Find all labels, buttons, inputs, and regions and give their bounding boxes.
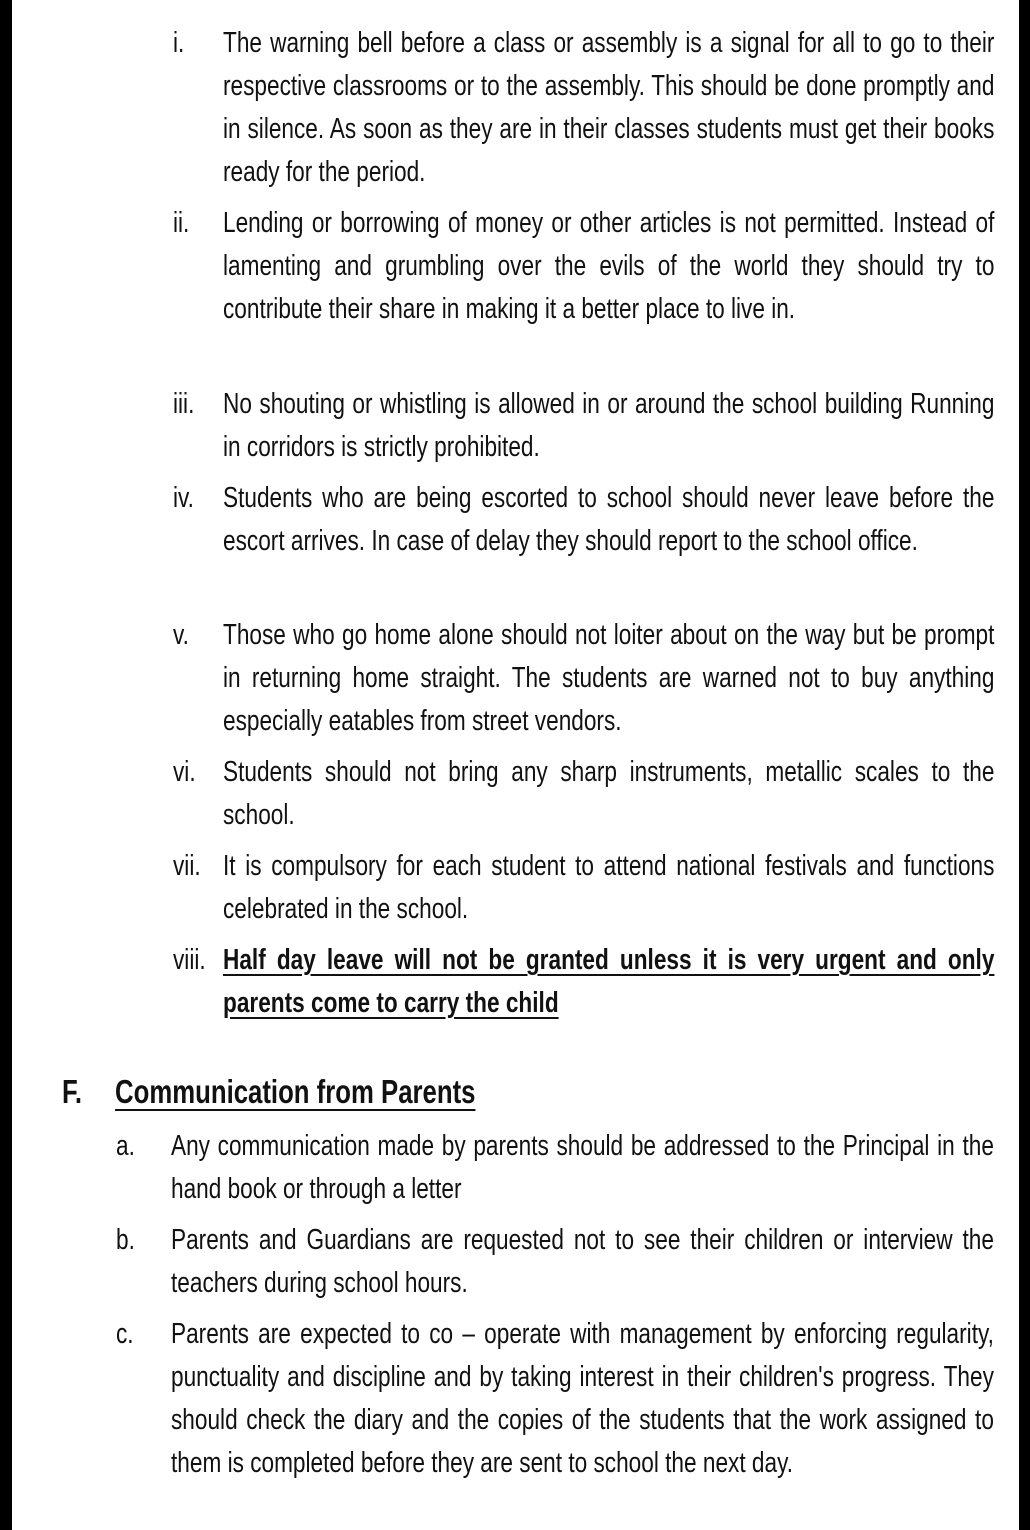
section-item-marker: a.	[116, 1130, 135, 1162]
rule-marker: i.	[173, 27, 185, 59]
rule-text: It is compulsory for each student to attend national festivals and functions celebrated in the school.	[223, 850, 995, 925]
rule-marker: v.	[173, 619, 189, 651]
rule-text: No shouting or whistling is allowed in or around the school building Running in corridors is strictly prohibited.	[223, 388, 995, 463]
rule-text: Students who are being escorted to school should never leave before the escort arrives. In case of delay they should report to the school office.	[223, 482, 995, 557]
rule-marker: iii.	[173, 388, 195, 420]
rule-text: Those who go home alone should not loiter about on the way but be prompt in returning home straight. The students are warned not to buy anything especially eatables from street vendors.	[223, 619, 995, 737]
rule-marker: ii.	[173, 207, 190, 239]
rule-marker: iv.	[173, 482, 194, 514]
section-item-text: Any communication made by parents should be addressed to the Principal in the hand book or through a letter	[171, 1130, 994, 1205]
section-item-text: Parents and Guardians are requested not to see their children or interview the teachers during school hours.	[171, 1224, 994, 1299]
rule-marker: vii.	[173, 850, 201, 882]
rule-text: Students should not bring any sharp instruments, metallic scales to the school.	[223, 756, 995, 831]
section-letter: F.	[62, 1073, 83, 1110]
rule-text-emphasized: Half day leave will not be granted unless it is very urgent and only parents come to carry the child	[223, 944, 995, 1019]
section-item-marker: c.	[116, 1318, 134, 1350]
rule-text: Lending or borrowing of money or other articles is not permitted. Instead of lamenting and grumbling over the evils of the world they should try to contribute their share in making it a better place to live in.	[223, 207, 995, 325]
section-title: Communication from Parents	[115, 1073, 476, 1110]
rule-text: The warning bell before a class or assembly is a signal for all to go to their respective classrooms or to the assembly. This should be done promptly and in silence. As soon as they are in their classes students must get their books ready for the period.	[223, 27, 995, 188]
rule-marker: viii.	[173, 944, 206, 976]
section-item-marker: b.	[116, 1224, 135, 1256]
section-item-text: Parents are expected to co – operate with management by enforcing regularity, punctuality and discipline and by taking interest in their children's progress. They should check the diary and the copies of the students that the work assigned to them is completed before they are sent to school the next day.	[171, 1318, 994, 1479]
section-heading	[62, 1070, 475, 1114]
rule-marker: vi.	[173, 756, 196, 788]
